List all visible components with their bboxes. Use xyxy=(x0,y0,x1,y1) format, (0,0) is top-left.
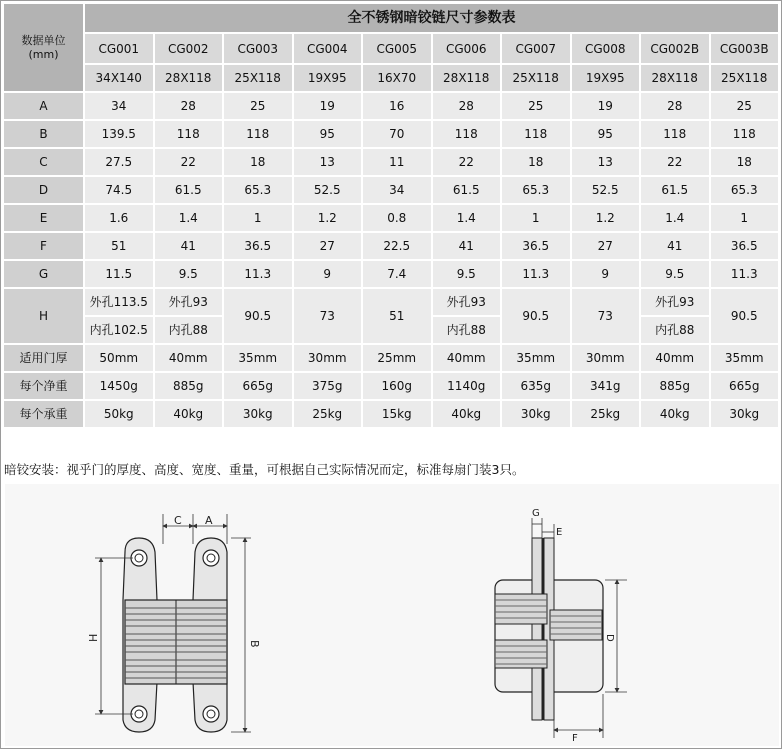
table-cell: 118 xyxy=(154,120,224,148)
table-cell: 41 xyxy=(432,232,502,260)
table-cell: 65.3 xyxy=(223,176,293,204)
table-cell: 30kg xyxy=(710,400,780,428)
table-cell: 11.3 xyxy=(710,260,780,288)
table-cell: 40kg xyxy=(432,400,502,428)
unit-label-line2: (mm) xyxy=(28,47,59,61)
row-label: B xyxy=(4,120,84,148)
size-header: 28X118 xyxy=(640,64,710,92)
table-cell: 15kg xyxy=(362,400,432,428)
model-header: CG006 xyxy=(432,33,502,64)
table-cell: 1.2 xyxy=(293,204,363,232)
table-cell: 95 xyxy=(571,120,641,148)
model-header: CG004 xyxy=(293,33,363,64)
unit-label xyxy=(4,4,84,92)
size-header: 28X118 xyxy=(432,64,502,92)
hinge-side-view xyxy=(495,508,627,744)
table-row xyxy=(4,176,779,204)
table-row xyxy=(4,260,779,288)
table-cell: 11.5 xyxy=(84,260,154,288)
table-cell: 25 xyxy=(501,92,571,120)
table-cell: 139.5 xyxy=(84,120,154,148)
table-cell: 28 xyxy=(154,92,224,120)
spec-table xyxy=(4,4,780,429)
table-cell: 19 xyxy=(293,92,363,120)
table-cell: 19 xyxy=(571,92,641,120)
table-cell: 40mm xyxy=(640,344,710,372)
h-outer-cell: 外孔93 xyxy=(154,288,224,316)
table-cell: 22 xyxy=(154,148,224,176)
h-cell: 73 xyxy=(293,288,363,344)
model-header: CG001 xyxy=(84,33,154,64)
table-cell: 22 xyxy=(640,148,710,176)
screw-hole xyxy=(131,550,147,566)
table-cell: 50mm xyxy=(84,344,154,372)
table-cell: 1.4 xyxy=(154,204,224,232)
table-cell: 18 xyxy=(223,148,293,176)
size-header: 25X118 xyxy=(710,64,780,92)
table-cell: 635g xyxy=(501,372,571,400)
row-label: G xyxy=(4,260,84,288)
size-header: 25X118 xyxy=(501,64,571,92)
table-row xyxy=(4,204,779,232)
h-inner-cell: 内孔88 xyxy=(432,316,502,344)
table-row xyxy=(4,92,779,120)
size-header: 19X95 xyxy=(571,64,641,92)
dimension-rows xyxy=(4,92,779,288)
size-row xyxy=(4,64,779,92)
label-g: G xyxy=(532,508,540,519)
table-cell: 11 xyxy=(362,148,432,176)
table-cell: 74.5 xyxy=(84,176,154,204)
table-cell: 61.5 xyxy=(432,176,502,204)
table-cell: 41 xyxy=(154,232,224,260)
size-header: 34X140 xyxy=(84,64,154,92)
technical-drawing xyxy=(5,484,779,746)
size-header: 25X118 xyxy=(223,64,293,92)
row-label: C xyxy=(4,148,84,176)
table-cell: 30kg xyxy=(501,400,571,428)
table-cell: 35mm xyxy=(223,344,293,372)
table-cell: 52.5 xyxy=(571,176,641,204)
h-cell: 90.5 xyxy=(710,288,780,344)
table-cell: 35mm xyxy=(710,344,780,372)
table-cell: 25kg xyxy=(293,400,363,428)
table-cell: 665g xyxy=(710,372,780,400)
table-cell: 1 xyxy=(710,204,780,232)
size-header: 19X95 xyxy=(293,64,363,92)
table-cell: 27 xyxy=(293,232,363,260)
table-row xyxy=(4,400,779,428)
table-cell: 18 xyxy=(710,148,780,176)
label-c: C xyxy=(174,514,182,527)
row-label: E xyxy=(4,204,84,232)
model-header: CG002 xyxy=(154,33,224,64)
model-header: CG003B xyxy=(710,33,780,64)
h-outer-cell: 外孔93 xyxy=(432,288,502,316)
table-cell: 118 xyxy=(710,120,780,148)
table-cell: 25kg xyxy=(571,400,641,428)
table-cell: 9.5 xyxy=(432,260,502,288)
table-row xyxy=(4,120,779,148)
table-cell: 118 xyxy=(640,120,710,148)
table-cell: 9.5 xyxy=(640,260,710,288)
row-label: 每个承重 xyxy=(4,400,84,428)
label-b: B xyxy=(248,640,261,648)
table-title: 全不锈钢暗铰链尺寸参数表 xyxy=(84,4,779,33)
row-label-h: H xyxy=(4,288,84,344)
table-cell: 25 xyxy=(223,92,293,120)
table-cell: 0.8 xyxy=(362,204,432,232)
size-header: 28X118 xyxy=(154,64,224,92)
row-label: F xyxy=(4,232,84,260)
table-cell: 1.2 xyxy=(571,204,641,232)
model-row xyxy=(4,33,779,64)
table-cell: 118 xyxy=(432,120,502,148)
table-cell: 118 xyxy=(223,120,293,148)
table-cell: 30mm xyxy=(293,344,363,372)
table-cell: 28 xyxy=(640,92,710,120)
extra-rows xyxy=(4,344,779,428)
table-row xyxy=(4,344,779,372)
table-cell: 665g xyxy=(223,372,293,400)
drawing-area xyxy=(5,484,779,746)
model-header: CG003 xyxy=(223,33,293,64)
table-cell: 7.4 xyxy=(362,260,432,288)
table-cell: 25 xyxy=(710,92,780,120)
table-cell: 34 xyxy=(362,176,432,204)
table-cell: 9 xyxy=(571,260,641,288)
table-cell: 9 xyxy=(293,260,363,288)
h-cell: 90.5 xyxy=(223,288,293,344)
model-header: CG008 xyxy=(571,33,641,64)
side-plate xyxy=(532,538,542,720)
table-cell: 40mm xyxy=(432,344,502,372)
table-cell: 13 xyxy=(293,148,363,176)
table-cell: 40kg xyxy=(640,400,710,428)
table-cell: 9.5 xyxy=(154,260,224,288)
table-cell: 27 xyxy=(571,232,641,260)
table-cell: 51 xyxy=(84,232,154,260)
h-inner-cell: 内孔88 xyxy=(640,316,710,344)
row-label: A xyxy=(4,92,84,120)
table-cell: 61.5 xyxy=(154,176,224,204)
row-label: 适用门厚 xyxy=(4,344,84,372)
table-cell: 41 xyxy=(640,232,710,260)
installation-note: 暗铰安装：视乎门的厚度、高度、宽度、重量，可根据自己实际情况而定，标准每扇门装3只。 xyxy=(4,462,525,477)
table-cell: 160g xyxy=(362,372,432,400)
table-cell: 61.5 xyxy=(640,176,710,204)
table-cell: 34 xyxy=(84,92,154,120)
table-cell: 1.4 xyxy=(432,204,502,232)
label-d: D xyxy=(604,634,615,642)
table-cell: 30mm xyxy=(571,344,641,372)
table-cell: 1.6 xyxy=(84,204,154,232)
table-cell: 18 xyxy=(501,148,571,176)
table-cell: 25mm xyxy=(362,344,432,372)
size-header: 16X70 xyxy=(362,64,432,92)
table-cell: 40mm xyxy=(154,344,224,372)
table-cell: 65.3 xyxy=(710,176,780,204)
table-cell: 35mm xyxy=(501,344,571,372)
table-cell: 885g xyxy=(640,372,710,400)
table-cell: 1450g xyxy=(84,372,154,400)
table-cell: 13 xyxy=(571,148,641,176)
h-cell: 73 xyxy=(571,288,641,344)
h-outer-cell: 外孔93 xyxy=(640,288,710,316)
table-cell: 1140g xyxy=(432,372,502,400)
table-row xyxy=(4,232,779,260)
table-row xyxy=(4,372,779,400)
label-e: E xyxy=(556,527,563,538)
table-cell: 28 xyxy=(432,92,502,120)
h-outer-cell: 外孔113.5 xyxy=(84,288,154,316)
table-cell: 341g xyxy=(571,372,641,400)
table-cell: 50kg xyxy=(84,400,154,428)
label-a: A xyxy=(205,514,213,527)
table-cell: 885g xyxy=(154,372,224,400)
table-cell: 22.5 xyxy=(362,232,432,260)
h-row-group xyxy=(4,288,779,344)
table-cell: 11.3 xyxy=(501,260,571,288)
table-cell: 70 xyxy=(362,120,432,148)
model-header: CG005 xyxy=(362,33,432,64)
table-cell: 40kg xyxy=(154,400,224,428)
label-f: F xyxy=(572,733,578,744)
table-cell: 1.4 xyxy=(640,204,710,232)
label-h: H xyxy=(87,633,100,642)
h-inner-cell: 内孔88 xyxy=(154,316,224,344)
hinge-front-view xyxy=(87,514,261,732)
table-cell: 52.5 xyxy=(293,176,363,204)
model-header: CG002B xyxy=(640,33,710,64)
row-label: 每个净重 xyxy=(4,372,84,400)
table-cell: 11.3 xyxy=(223,260,293,288)
table-cell: 65.3 xyxy=(501,176,571,204)
table-cell: 95 xyxy=(293,120,363,148)
table-cell: 30kg xyxy=(223,400,293,428)
table-cell: 22 xyxy=(432,148,502,176)
row-label: D xyxy=(4,176,84,204)
table-cell: 118 xyxy=(501,120,571,148)
table-cell: 375g xyxy=(293,372,363,400)
screw-hole xyxy=(203,550,219,566)
unit-label-line1: 数据单位 xyxy=(21,33,66,47)
table-cell: 27.5 xyxy=(84,148,154,176)
model-header: CG007 xyxy=(501,33,571,64)
table-cell: 36.5 xyxy=(223,232,293,260)
title-row xyxy=(4,4,779,33)
table-row-h-top xyxy=(4,288,779,316)
table-cell: 16 xyxy=(362,92,432,120)
h-cell: 90.5 xyxy=(501,288,571,344)
h-cell: 51 xyxy=(362,288,432,344)
screw-hole xyxy=(203,706,219,722)
table-cell: 1 xyxy=(501,204,571,232)
h-inner-cell: 内孔102.5 xyxy=(84,316,154,344)
table-cell: 1 xyxy=(223,204,293,232)
table-cell: 36.5 xyxy=(710,232,780,260)
table-cell: 36.5 xyxy=(501,232,571,260)
table-row xyxy=(4,148,779,176)
screw-hole xyxy=(131,706,147,722)
